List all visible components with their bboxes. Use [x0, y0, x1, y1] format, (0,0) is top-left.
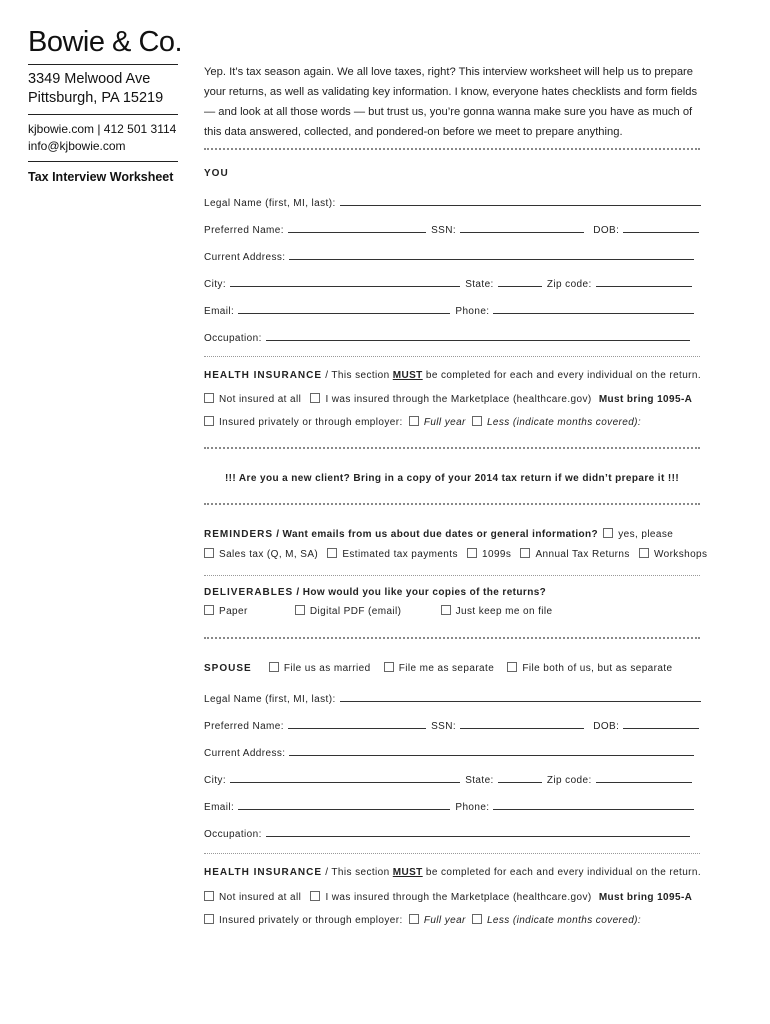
phone-field[interactable] [493, 304, 694, 314]
current-address-label: Current Address: [204, 252, 286, 263]
dob-label: DOB: [593, 225, 620, 236]
deliverables-options-row: Paper Digital PDF (email) Just keep me on file [204, 605, 704, 617]
sales-tax-checkbox[interactable] [204, 548, 214, 558]
you-occupation-row [204, 331, 704, 344]
spouse-occupation-field[interactable] [266, 827, 690, 837]
current-address-label: Current Address: [204, 748, 286, 759]
spouse-health-options-row: Not insured at all I was insured through the Marketplace (healthcare.gov) Must bring 1095-A [204, 891, 704, 903]
marketplace-checkbox[interactable] [310, 393, 320, 403]
divider [28, 114, 178, 115]
dob-label: DOB: [593, 721, 620, 732]
spouse-less-months-checkbox[interactable] [472, 914, 482, 924]
must-bring-note: Must bring 1095-A [598, 892, 693, 903]
occupation-label: Occupation: [204, 829, 262, 840]
spouse-health-heading-row: HEALTH INSURANCE / This section MUST be completed for each and every individual on the return. [204, 867, 702, 878]
preferred-name-field[interactable] [288, 223, 426, 233]
zip-label: Zip code: [546, 279, 592, 290]
spouse-legal-name-field[interactable] [340, 692, 701, 702]
spouse-legal-name-row [204, 692, 704, 705]
must-bring-note: Must bring 1095-A [598, 394, 693, 405]
spouse-occupation-row [204, 827, 704, 840]
spouse-zip-field[interactable] [596, 773, 692, 783]
ssn-label: SSN: [431, 225, 457, 236]
health-options-row: Not insured at all I was insured through the Marketplace (healthcare.gov) Must bring 1095-A [204, 393, 704, 405]
spouse-phone-field[interactable] [493, 800, 694, 810]
you-preferred-row [204, 223, 704, 236]
you-address-row [204, 250, 704, 263]
reminders-options-row: Sales tax (Q, M, SA) Estimated tax payments 1099s Annual Tax Returns Workshops [204, 548, 704, 560]
address-line1: 3349 Melwood Ave [28, 71, 151, 87]
spouse-marketplace-checkbox[interactable] [310, 891, 320, 901]
digital-pdf-checkbox[interactable] [295, 605, 305, 615]
preferred-name-label: Preferred Name: [204, 721, 284, 732]
file-married-checkbox[interactable] [269, 662, 279, 672]
section-divider [204, 853, 700, 854]
divider [28, 64, 178, 65]
spouse-address-row [204, 746, 704, 759]
you-legal-name-row [204, 196, 704, 209]
you-email-row [204, 304, 704, 317]
phone-label: Phone: [455, 802, 490, 813]
reminders-yes-checkbox[interactable] [603, 528, 613, 538]
section-divider [204, 637, 700, 639]
spouse-full-year-checkbox[interactable] [409, 914, 419, 924]
spouse-address-field[interactable] [289, 746, 694, 756]
spouse-email-field[interactable] [238, 800, 450, 810]
state-label: State: [465, 775, 494, 786]
current-address-field[interactable] [289, 250, 694, 260]
private-insurance-checkbox[interactable] [204, 416, 214, 426]
spouse-state-field[interactable] [498, 773, 542, 783]
section-divider [204, 356, 700, 357]
reminders-heading-row: REMINDERS / Want emails from us about due dates or general information? yes, please [204, 529, 674, 540]
intro-paragraph: Yep. It’s tax season again. We all love taxes, right? This interview worksheet will help us to prepare your returns, as well as validating key information. I know, everyone hates checklists and form fields — and look at all those words — but trust us, you’re gonna wanna make sure you have as much of this data answered, collected, and pondered-on before we meet to prepare anything. [204, 66, 698, 138]
ssn-label: SSN: [431, 721, 457, 732]
city-field[interactable] [230, 277, 460, 287]
email-field[interactable] [238, 304, 450, 314]
zip-field[interactable] [596, 277, 692, 287]
you-city-row [204, 277, 704, 290]
spouse-heading: SPOUSE [204, 663, 252, 674]
email-label: Email: [204, 802, 235, 813]
spouse-not-insured-checkbox[interactable] [204, 891, 214, 901]
reminders-heading: REMINDERS [204, 529, 274, 540]
1099s-checkbox[interactable] [467, 548, 477, 558]
brand-name: Bowie & Co. [28, 26, 183, 58]
state-field[interactable] [498, 277, 542, 287]
deliverables-heading-row: DELIVERABLES / How would you like your copies of the returns? [204, 587, 547, 598]
spouse-private-insurance-checkbox[interactable] [204, 914, 214, 924]
keep-on-file-checkbox[interactable] [441, 605, 451, 615]
spouse-health-private-row: Insured privately or through employer: Full year Less (indicate months covered): [204, 914, 704, 926]
health-heading: HEALTH INSURANCE [204, 370, 323, 381]
spouse-email-row [204, 800, 704, 813]
new-client-notice: !!! Are you a new client? Bring in a copy of your 2014 tax return if we didn’t prepare it !!! [224, 473, 680, 484]
annual-returns-checkbox[interactable] [520, 548, 530, 558]
contact-line1: kjbowie.com | 412 501 3114 [28, 122, 177, 136]
file-separate-checkbox[interactable] [384, 662, 394, 672]
worksheet-title: Tax Interview Worksheet [28, 170, 174, 184]
dob-field[interactable] [623, 223, 699, 233]
spouse-preferred-name-field[interactable] [288, 719, 426, 729]
you-heading: YOU [204, 168, 229, 179]
workshops-checkbox[interactable] [639, 548, 649, 558]
section-divider [204, 447, 700, 449]
section-divider [204, 503, 700, 505]
file-both-separate-checkbox[interactable] [507, 662, 517, 672]
contact-email: info@kjbowie.com [28, 139, 126, 153]
health-heading: HEALTH INSURANCE [204, 867, 323, 878]
full-year-checkbox[interactable] [409, 416, 419, 426]
city-label: City: [204, 775, 226, 786]
less-months-checkbox[interactable] [472, 416, 482, 426]
legal-name-label: Legal Name (first, MI, last): [204, 694, 336, 705]
ssn-field[interactable] [460, 223, 584, 233]
deliverables-heading: DELIVERABLES [204, 587, 294, 598]
divider [28, 161, 178, 162]
phone-label: Phone: [455, 306, 490, 317]
spouse-city-row [204, 773, 704, 786]
city-label: City: [204, 279, 226, 290]
health-heading-row: HEALTH INSURANCE / This section MUST be completed for each and every individual on the return. [204, 370, 702, 381]
health-private-row: Insured privately or through employer: Full year Less (indicate months covered): [204, 416, 704, 428]
address-line2: Pittsburgh, PA 15219 [28, 90, 164, 106]
spouse-city-field[interactable] [230, 773, 460, 783]
not-insured-checkbox[interactable] [204, 393, 214, 403]
spouse-dob-field[interactable] [623, 719, 699, 729]
spouse-preferred-row [204, 719, 704, 732]
zip-label: Zip code: [546, 775, 592, 786]
legal-name-field[interactable] [340, 196, 701, 206]
spouse-ssn-field[interactable] [460, 719, 584, 729]
spouse-heading-row: SPOUSE File us as married File me as separate File both of us, but as separate [204, 663, 673, 674]
occupation-field[interactable] [266, 331, 690, 341]
section-divider [204, 148, 700, 150]
legal-name-label: Legal Name (first, MI, last): [204, 198, 336, 209]
paper-checkbox[interactable] [204, 605, 214, 615]
preferred-name-label: Preferred Name: [204, 225, 284, 236]
state-label: State: [465, 279, 494, 290]
email-label: Email: [204, 306, 235, 317]
occupation-label: Occupation: [204, 333, 262, 344]
section-divider [204, 575, 700, 576]
estimated-tax-checkbox[interactable] [327, 548, 337, 558]
